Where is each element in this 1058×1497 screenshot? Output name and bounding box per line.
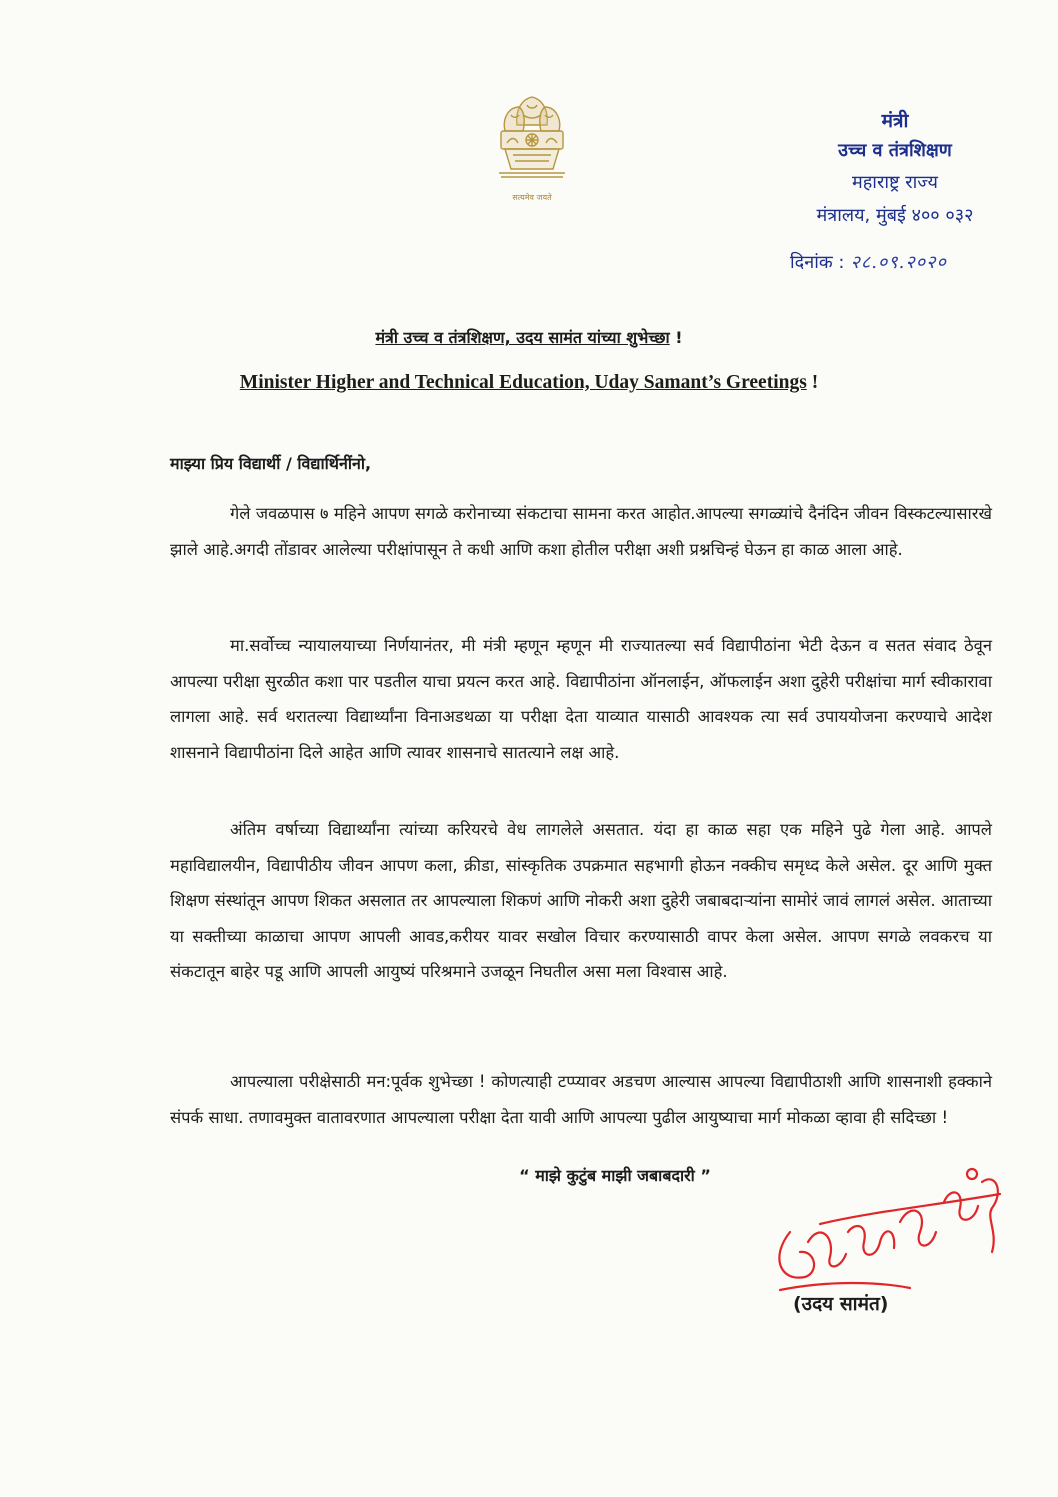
office-minister: मंत्री	[881, 110, 909, 132]
emblem-motto: सत्यमेव जयते	[512, 193, 552, 202]
date-value: २८.०९.२०२०	[850, 252, 947, 273]
signatory-name: (उदय सामंत)	[793, 1293, 889, 1315]
salutation: माझ्या प्रिय विद्यार्थी / विद्यार्थिनींनो,	[170, 454, 372, 473]
office-state: महाराष्ट्र राज्य	[851, 172, 938, 193]
title-english-text: Minister Higher and Technical Education, Uday Samant’s Greetings	[239, 372, 807, 393]
paragraph-4: आपल्याला परीक्षेसाठी मन:पूर्वक शुभेच्छा ! कोणत्याही टप्प्यावर अडचण आल्यास आपल्या विद्यापीठाशी आणि शासनाशी हक्काने संपर्क साधा. तणावमुक्त वातावरणात आपल्याला परीक्षा देता यावी आणि आपल्या पुढील आयुष्याचा मार्ग मोकळा व्हावा ही सदिच्छा !	[170, 1072, 992, 1127]
office-address: मंत्रालय, मुंबई ४०० ०३२	[816, 205, 974, 226]
office-address-block	[760, 106, 1030, 232]
paragraph-2: मा.सर्वोच्च न्यायालयाच्या निर्णयानंतर, मी मंत्री म्हणून म्हणून मी राज्यातल्या सर्व विद्यापीठांना भेटी देऊन व सतत संवाद ठेवून आपल्या परीक्षा सुरळीत कशा पार पडतील याचा प्रयत्न करत आहे. विद्यापीठांना ऑनलाईन, ऑफलाईन अशा दुहेरी परीक्षांचा मार्ग स्वीकारावा लागला आहे. सर्व थरातल्या विद्यार्थ्यांना विनाअडथळा या परीक्षा देता याव्यात यासाठी आवश्यक त्या सर्व उपाययोजना करण्याचे आदेश शासनाने विद्यापीठांना दिले आहेत आणि त्यावर शासनाचे सातत्याने लक्ष आहे.	[170, 636, 992, 762]
title-marathi	[0, 326, 1058, 348]
paragraph-1: गेले जवळपास ७ महिने आपण सगळे करोनाच्या संकटाचा सामना करत आहोत.आपल्या सगळ्यांचे दैनंदिन जीवन विस्कटल्यासारखे झाले आहे.अगदी तोंडावर आलेल्या परीक्षांपासून ते कधी आणि कशा होतील परीक्षा अशी प्रश्नचिन्हं घेऊन हा काळ आला आहे.	[170, 504, 992, 559]
date-label: दिनांक :	[790, 252, 845, 273]
title-marathi-punct: !	[669, 328, 683, 347]
office-department: उच्च व तंत्रशिक्षण	[838, 140, 952, 161]
date-line	[790, 250, 947, 274]
title-english-punct: !	[806, 372, 819, 393]
title-marathi-text: मंत्री उच्च व तंत्रशिक्षण, उदय सामंत यांच्या शुभेच्छा	[375, 328, 670, 347]
paragraph-3: अंतिम वर्षाच्या विद्यार्थ्यांना त्यांच्या करियरचे वेध लागलेले असतात. यंदा हा काळ सहा एक महिने पुढे गेला आहे. आपले महाविद्यालयीन, विद्यापीठीय जीवन आपण कला, क्रीडा, सांस्कृतिक उपक्रमात सहभागी होऊन नक्कीच समृध्द केले असेल. दूर आणि मुक्त शिक्षण संस्थांतून आपण शिकत असलात तर आपल्याला शिकणं आणि नोकरी अशा दुहेरी जबाबदाऱ्यांना सामोरं जावं लागलं असेल. आताच्या या सक्तीच्या काळाचा आपण आपली आवड,करीयर यावर सखोल विचार करण्यासाठी वापर केला असेल. आपण सगळे लवकरच या संकटातून बाहेर पडू आणि आपली आयुष्यं परिश्रमाने उजळून निघतील असा मला विश्वास आहे.	[170, 820, 992, 981]
slogan: “ माझे कुटुंब माझी जबाबदारी ”	[519, 1166, 711, 1185]
title-english	[0, 372, 1058, 394]
